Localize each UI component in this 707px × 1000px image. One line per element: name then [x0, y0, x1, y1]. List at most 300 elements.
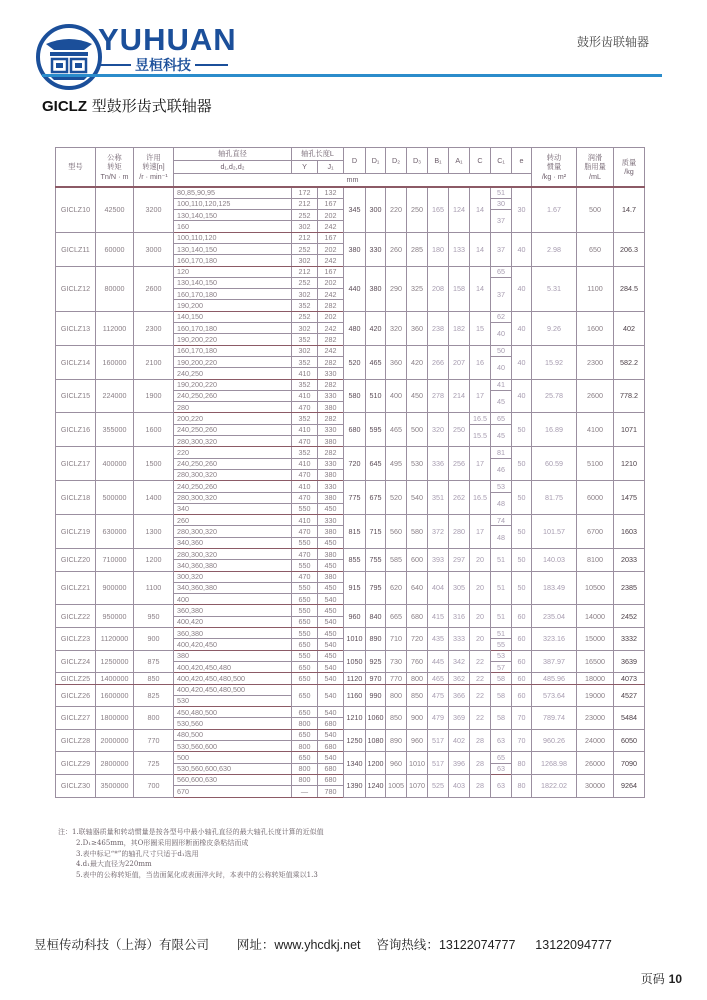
cell-bore: 450,480,500 [174, 707, 292, 718]
cell-torque: 2800000 [96, 752, 134, 775]
header-e: e [512, 148, 532, 174]
cell-D1: 840 [366, 605, 386, 628]
cell-bore: 400,420,450,480,500 [174, 673, 292, 684]
cell-e: 80 [512, 774, 532, 797]
cell-len-y: 470 [292, 526, 318, 537]
cell-C1: 37 [491, 210, 512, 233]
cell-len-j: 380 [318, 436, 344, 447]
cell-D: 720 [344, 447, 366, 481]
cell-D: 1390 [344, 774, 366, 797]
note-text: 3.表中标记“*”的轴孔尺寸只适于d₁选用 [76, 849, 199, 858]
cell-C: 17 [470, 515, 491, 549]
cell-inertia: 387.97 [532, 650, 577, 673]
cell-B1: 351 [428, 481, 449, 515]
header-D2: D₂ [386, 148, 407, 174]
cell-D2: 400 [386, 379, 407, 413]
cell-D1: 300 [366, 187, 386, 232]
cell-D3: 530 [407, 447, 428, 481]
cell-len-y: 800 [292, 763, 318, 774]
cell-bore: 480,500 [174, 729, 292, 740]
cell-len-j: 282 [318, 379, 344, 390]
cell-C1: 65 [491, 266, 512, 277]
cell-bore: 190,200,220 [174, 379, 292, 390]
cell-lube: 19000 [577, 684, 614, 707]
cell-len-y: 470 [292, 492, 318, 503]
cell-mass: 206.3 [614, 232, 645, 266]
cell-speed: 950 [134, 605, 174, 628]
cell-D3: 580 [407, 515, 428, 549]
header-D3: D₃ [407, 148, 428, 174]
cell-C1: 58 [491, 673, 512, 684]
cell-e: 50 [512, 515, 532, 549]
cell-len-y: — [292, 786, 318, 797]
cell-lube: 6700 [577, 515, 614, 549]
cell-bore: 220 [174, 447, 292, 458]
cell-mass: 1603 [614, 515, 645, 549]
cell-speed: 1200 [134, 549, 174, 572]
cell-C1: 37 [491, 277, 512, 311]
cell-A1: 369 [449, 707, 470, 730]
cell-D2: 960 [386, 752, 407, 775]
cell-len-j: 680 [318, 718, 344, 729]
cell-B1: 465 [428, 673, 449, 684]
cell-len-y: 470 [292, 402, 318, 413]
cell-D3: 250 [407, 187, 428, 232]
cell-bore: 160,170,180 [174, 255, 292, 266]
cell-B1: 517 [428, 752, 449, 775]
cell-len-y: 302 [292, 255, 318, 266]
cell-C: 20 [470, 628, 491, 651]
cell-len-j: 450 [318, 582, 344, 593]
cell-D: 580 [344, 379, 366, 413]
cell-len-y: 650 [292, 594, 318, 605]
cell-len-y: 252 [292, 277, 318, 288]
cell-mass: 2385 [614, 571, 645, 605]
cell-speed: 900 [134, 628, 174, 651]
cell-len-y: 410 [292, 481, 318, 492]
cell-D2: 220 [386, 187, 407, 232]
cell-model: GICLZ15 [56, 379, 96, 413]
cell-C: 17 [470, 447, 491, 481]
cell-model: GICLZ18 [56, 481, 96, 515]
cell-len-y: 650 [292, 639, 318, 650]
cell-bore: 560,600,630 [174, 774, 292, 785]
cell-len-y: 410 [292, 515, 318, 526]
cell-lube: 1100 [577, 266, 614, 311]
cell-len-j: 450 [318, 628, 344, 639]
cell-C: 20 [470, 571, 491, 605]
brand-name: YUHUAN [98, 22, 237, 57]
cell-C: 22 [470, 684, 491, 707]
cell-model: GICLZ19 [56, 515, 96, 549]
cell-D1: 330 [366, 232, 386, 266]
cell-C: 28 [470, 752, 491, 775]
cell-len-j: 540 [318, 684, 344, 707]
cell-C1: 30 [491, 198, 512, 209]
cell-A1: 280 [449, 515, 470, 549]
cell-bore: 400,420 [174, 616, 292, 627]
cell-speed: 1400 [134, 481, 174, 515]
cell-A1: 305 [449, 571, 470, 605]
cell-model: GICLZ17 [56, 447, 96, 481]
cell-len-j: 202 [318, 311, 344, 322]
cell-len-y: 352 [292, 300, 318, 311]
cell-D3: 680 [407, 605, 428, 628]
cell-len-j: 680 [318, 774, 344, 785]
cell-C: 22 [470, 707, 491, 730]
cell-C1: 63 [491, 763, 512, 774]
cell-len-j: 680 [318, 763, 344, 774]
cell-e: 80 [512, 752, 532, 775]
cell-D: 855 [344, 549, 366, 572]
cell-speed: 1300 [134, 515, 174, 549]
cell-bore: 340,360,380 [174, 560, 292, 571]
cell-D3: 900 [407, 707, 428, 730]
cell-D2: 585 [386, 549, 407, 572]
website-link[interactable]: www.yhcdkj.net [274, 938, 361, 952]
header-len-j: J₁ [318, 161, 344, 174]
cell-D: 380 [344, 232, 366, 266]
cell-C: 20 [470, 605, 491, 628]
cell-A1: 342 [449, 650, 470, 673]
cell-C1: 55 [491, 639, 512, 650]
cell-torque: 3500000 [96, 774, 134, 797]
cell-C1: 40 [491, 356, 512, 379]
cell-D1: 465 [366, 345, 386, 379]
cell-len-y: 550 [292, 582, 318, 593]
cell-lube: 30000 [577, 774, 614, 797]
cell-B1: 266 [428, 345, 449, 379]
cell-torque: 60000 [96, 232, 134, 266]
table-row [56, 311, 645, 322]
cell-A1: 207 [449, 345, 470, 379]
cell-C: 28 [470, 729, 491, 752]
cell-D2: 620 [386, 571, 407, 605]
cell-D1: 1200 [366, 752, 386, 775]
cell-D1: 795 [366, 571, 386, 605]
cell-e: 50 [512, 481, 532, 515]
cell-B1: 278 [428, 379, 449, 413]
cell-len-j: 380 [318, 492, 344, 503]
cell-torque: 80000 [96, 266, 134, 311]
cell-C: 22 [470, 650, 491, 673]
header-C: C [470, 148, 491, 174]
cell-mass: 4073 [614, 673, 645, 684]
cell-len-j: 380 [318, 571, 344, 582]
cell-len-j: 132 [318, 187, 344, 198]
cell-len-j: 282 [318, 447, 344, 458]
cell-D3: 960 [407, 729, 428, 752]
cell-torque: 630000 [96, 515, 134, 549]
cell-lube: 1600 [577, 311, 614, 345]
cell-lube: 6000 [577, 481, 614, 515]
cell-B1: 165 [428, 187, 449, 232]
cell-model: GICLZ27 [56, 707, 96, 730]
cell-inertia: 789.74 [532, 707, 577, 730]
cell-len-j: 780 [318, 786, 344, 797]
cell-len-j: 282 [318, 413, 344, 424]
cell-inertia: 573.64 [532, 684, 577, 707]
cell-len-j: 540 [318, 594, 344, 605]
phone-1: 13122074777 [438, 938, 516, 952]
table-row [56, 187, 645, 198]
cell-bore: 340,360,380 [174, 582, 292, 593]
cell-bore: 240,250,260 [174, 481, 292, 492]
cell-torque: 2000000 [96, 729, 134, 752]
cell-len-j: 540 [318, 616, 344, 627]
cell-len-y: 302 [292, 289, 318, 300]
cell-len-y: 352 [292, 356, 318, 367]
cell-len-y: 650 [292, 661, 318, 672]
brand-subtitle: 昱桓科技 [98, 55, 228, 75]
cell-len-y: 550 [292, 560, 318, 571]
cell-A1: 403 [449, 774, 470, 797]
cell-len-y: 800 [292, 774, 318, 785]
table-row [56, 379, 645, 390]
cell-A1: 182 [449, 311, 470, 345]
cell-C1: 81 [491, 447, 512, 458]
cell-bore: 190,200,220 [174, 356, 292, 367]
cell-C: 16.5 [470, 413, 491, 424]
cell-D3: 720 [407, 628, 428, 651]
cell-B1: 393 [428, 549, 449, 572]
cell-len-y: 650 [292, 707, 318, 718]
cell-C1: 53 [491, 481, 512, 492]
cell-C1: 57 [491, 661, 512, 672]
cell-bore: 500 [174, 752, 292, 763]
cell-B1: 180 [428, 232, 449, 266]
cell-D1: 1080 [366, 729, 386, 752]
cell-C: 15.5 [470, 424, 491, 447]
cell-B1: 336 [428, 447, 449, 481]
cell-len-j: 330 [318, 458, 344, 469]
cell-B1: 372 [428, 515, 449, 549]
cell-D2: 260 [386, 232, 407, 266]
cell-len-j: 330 [318, 515, 344, 526]
cell-C1: 63 [491, 774, 512, 797]
cell-inertia: 485.96 [532, 673, 577, 684]
cell-lube: 14000 [577, 605, 614, 628]
cell-C1: 53 [491, 650, 512, 661]
cell-lube: 10500 [577, 571, 614, 605]
note-text: 5.表中的公称转矩值，当齿面氮化或表面淬火时，本表中的公称转矩值乘以1.3 [76, 871, 318, 880]
cell-B1: 415 [428, 605, 449, 628]
cell-model: GICLZ23 [56, 628, 96, 651]
cell-torque: 950000 [96, 605, 134, 628]
cell-e: 40 [512, 232, 532, 266]
cell-bore: 530 [174, 695, 292, 706]
cell-bore: 280 [174, 402, 292, 413]
cell-model: GICLZ25 [56, 673, 96, 684]
cell-C: 16 [470, 345, 491, 379]
cell-lube: 18000 [577, 673, 614, 684]
cell-bore: 530,560,600 [174, 741, 292, 752]
cell-torque: 42500 [96, 187, 134, 232]
cell-torque: 355000 [96, 413, 134, 447]
cell-bore: 280,300,320 [174, 549, 292, 560]
cell-len-j: 282 [318, 356, 344, 367]
cell-len-y: 252 [292, 311, 318, 322]
cell-bore: 80,85,90,95 [174, 187, 292, 198]
cell-mass: 5484 [614, 707, 645, 730]
cell-len-y: 650 [292, 616, 318, 627]
cell-D3: 500 [407, 413, 428, 447]
cell-A1: 262 [449, 481, 470, 515]
spec-table-body [56, 187, 645, 797]
page-number: 页码 10 [640, 972, 682, 986]
cell-A1: 297 [449, 549, 470, 572]
table-row [56, 345, 645, 356]
cell-D3: 760 [407, 650, 428, 673]
cell-D2: 665 [386, 605, 407, 628]
cell-inertia: 140.03 [532, 549, 577, 572]
cell-inertia: 81.75 [532, 481, 577, 515]
cell-lube: 8100 [577, 549, 614, 572]
cell-torque: 500000 [96, 481, 134, 515]
cell-A1: 396 [449, 752, 470, 775]
cell-mass: 6050 [614, 729, 645, 752]
cell-len-y: 252 [292, 243, 318, 254]
table-row [56, 650, 645, 661]
cell-D1: 715 [366, 515, 386, 549]
cell-D: 915 [344, 571, 366, 605]
header-A1: A₁ [449, 148, 470, 174]
header-model: 型号 [56, 148, 96, 188]
cell-bore: 130,140,150 [174, 277, 292, 288]
cell-len-j: 167 [318, 198, 344, 209]
cell-bore: 360,380 [174, 605, 292, 616]
table-row [56, 729, 645, 740]
cell-D3: 450 [407, 379, 428, 413]
cell-model: GICLZ24 [56, 650, 96, 673]
cell-B1: 517 [428, 729, 449, 752]
cell-C1: 51 [491, 187, 512, 198]
cell-D1: 380 [366, 266, 386, 311]
cell-C1: 46 [491, 458, 512, 481]
cell-lube: 2300 [577, 345, 614, 379]
note-item [58, 838, 324, 849]
cell-D: 480 [344, 311, 366, 345]
cell-mass: 582.2 [614, 345, 645, 379]
cell-D2: 495 [386, 447, 407, 481]
note-item [58, 859, 324, 870]
cell-len-y: 550 [292, 650, 318, 661]
cell-len-j: 242 [318, 345, 344, 356]
table-row [56, 628, 645, 639]
notes [58, 827, 324, 881]
cell-B1: 320 [428, 413, 449, 447]
cell-inertia: 1268.98 [532, 752, 577, 775]
cell-A1: 133 [449, 232, 470, 266]
cell-bore: 670 [174, 786, 292, 797]
cell-A1: 158 [449, 266, 470, 311]
cell-len-j: 450 [318, 560, 344, 571]
cell-mass: 402 [614, 311, 645, 345]
cell-len-j: 450 [318, 605, 344, 616]
cell-model: GICLZ14 [56, 345, 96, 379]
cell-model: GICLZ20 [56, 549, 96, 572]
cell-D3: 360 [407, 311, 428, 345]
table-row [56, 481, 645, 492]
cell-len-j: 202 [318, 277, 344, 288]
table-row [56, 605, 645, 616]
cell-model: GICLZ16 [56, 413, 96, 447]
cell-len-y: 302 [292, 345, 318, 356]
cell-lube: 23000 [577, 707, 614, 730]
header-rule [42, 74, 662, 77]
cell-D2: 520 [386, 481, 407, 515]
cell-A1: 316 [449, 605, 470, 628]
table-row [56, 266, 645, 277]
cell-bore: 360,380 [174, 628, 292, 639]
cell-C: 22 [470, 673, 491, 684]
cell-D1: 970 [366, 673, 386, 684]
cell-speed: 875 [134, 650, 174, 673]
note-item [58, 827, 324, 838]
cell-mass: 284.5 [614, 266, 645, 311]
cell-D3: 285 [407, 232, 428, 266]
cell-len-j: 242 [318, 221, 344, 232]
cell-D2: 320 [386, 311, 407, 345]
cell-len-j: 450 [318, 503, 344, 514]
cell-D: 1120 [344, 673, 366, 684]
cell-torque: 1600000 [96, 684, 134, 707]
cell-len-y: 212 [292, 198, 318, 209]
cell-mass: 4527 [614, 684, 645, 707]
cell-len-y: 550 [292, 503, 318, 514]
cell-len-y: 410 [292, 390, 318, 401]
cell-speed: 2300 [134, 311, 174, 345]
cell-mass: 778.2 [614, 379, 645, 413]
cell-D3: 600 [407, 549, 428, 572]
cell-B1: 445 [428, 650, 449, 673]
cell-len-y: 550 [292, 605, 318, 616]
cell-speed: 1600 [134, 413, 174, 447]
header-length: 轴孔长度L [292, 148, 344, 161]
cell-e: 60 [512, 650, 532, 673]
cell-torque: 1250000 [96, 650, 134, 673]
table-row [56, 752, 645, 763]
cell-C1: 37 [491, 232, 512, 266]
table-row [56, 447, 645, 458]
cell-e: 40 [512, 379, 532, 413]
cell-B1: 479 [428, 707, 449, 730]
cell-bore: 140,150 [174, 311, 292, 322]
cell-bore: 240,250,260 [174, 458, 292, 469]
cell-speed: 1500 [134, 447, 174, 481]
cell-mass: 1475 [614, 481, 645, 515]
header-inertia: 转动 惯量 /kg · m² [532, 148, 577, 188]
cell-A1: 333 [449, 628, 470, 651]
header-bore: 轴孔直径 [174, 148, 292, 161]
cell-speed: 700 [134, 774, 174, 797]
cell-B1: 238 [428, 311, 449, 345]
cell-D: 520 [344, 345, 366, 379]
header-unit: mm [174, 174, 532, 188]
cell-bore: 530,560 [174, 718, 292, 729]
cell-D2: 730 [386, 650, 407, 673]
cell-D: 960 [344, 605, 366, 628]
cell-D: 440 [344, 266, 366, 311]
cell-C1: 58 [491, 684, 512, 707]
table-row [56, 232, 645, 243]
cell-D: 775 [344, 481, 366, 515]
cell-A1: 366 [449, 684, 470, 707]
header-D1: D₁ [366, 148, 386, 174]
cell-speed: 2100 [134, 345, 174, 379]
cell-e: 40 [512, 345, 532, 379]
cell-C: 16.5 [470, 481, 491, 515]
